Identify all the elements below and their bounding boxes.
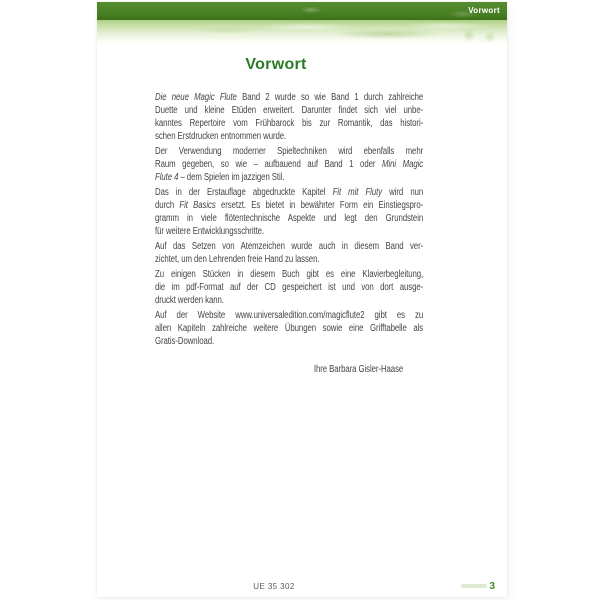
header-flute-artwork — [97, 20, 507, 46]
text-line: Gratis-Download. — [155, 336, 215, 347]
page-title: Vorwort — [245, 56, 307, 73]
text-line: Raum gegeben, so wie – aufbauend auf Band 1 oder Mini Magic — [155, 159, 424, 170]
body-content — [155, 91, 507, 376]
text-line: Zu einigen Stücken in diesem Buch gibt es eine Klavierbegleitung, — [155, 269, 424, 280]
page-number: 3 — [489, 580, 495, 592]
text-line: durch Fit Basics ersetzt. Es bietet in bewährter Form ein Einstiegspro- — [155, 200, 424, 211]
catalog-number: UE 35 302 — [253, 582, 295, 591]
paragraph — [155, 268, 423, 307]
text-line: Auf das Setzen von Atemzeichen wurde auch in diesem Band ver- — [155, 241, 424, 252]
text-line: allen Kapiteln zahlreiche weitere Übungen sowie eine Grifftabelle als — [155, 323, 424, 334]
text-line: Der Verwendung moderner Spieltechniken wird ebenfalls mehr — [155, 146, 424, 157]
paragraph — [155, 240, 423, 266]
text-line: Auf der Website www.universaledition.com/magicflute2 gibt es zu — [155, 310, 424, 321]
header-band — [97, 2, 507, 20]
text-line: druckt werden kann. — [155, 295, 224, 306]
text-line: schen Erstdrucken entnommen wurde. — [155, 131, 287, 142]
signature: Ihre Barbara Gisler-Haase — [313, 364, 404, 375]
page-number-block — [461, 580, 495, 592]
text-line: gramm in viele flötentechnische Aspekte und legt den Grundstein — [155, 213, 424, 224]
text-line: kanntes Repertoire vom Frühbarock bis zur Romantik, das histori- — [155, 118, 424, 129]
text-line: für weitere Entwicklungsschritte. — [155, 226, 265, 237]
paragraph — [155, 145, 423, 184]
text-line: die im pdf-Format auf der CD gespeichert ist und von dort ausge- — [155, 282, 424, 293]
text-line: Flute 4 – dem Spielen im jazzigen Stil. — [155, 172, 285, 183]
text-column — [155, 91, 423, 376]
page-number-decoration-bar — [461, 584, 487, 588]
paragraph — [155, 309, 423, 348]
header-chapter-label: Vorwort — [468, 6, 500, 15]
book-page — [97, 2, 507, 597]
text-line: Duette und kleine Etüden erweitert. Darunter findet sich viel unbe- — [155, 105, 424, 116]
text-line: Das in der Erstauflage abgedruckte Kapitel Fit mit Fluty wird nun — [155, 187, 424, 198]
text-line: zichtet, um den Lehrenden freie Hand zu lassen. — [155, 254, 320, 265]
text-line: Die neue Magic Flute Band 2 wurde so wie Band 1 durch zahlreiche — [155, 92, 424, 103]
paragraph — [155, 186, 423, 238]
body-paragraphs — [155, 91, 423, 348]
paragraph — [155, 91, 423, 143]
